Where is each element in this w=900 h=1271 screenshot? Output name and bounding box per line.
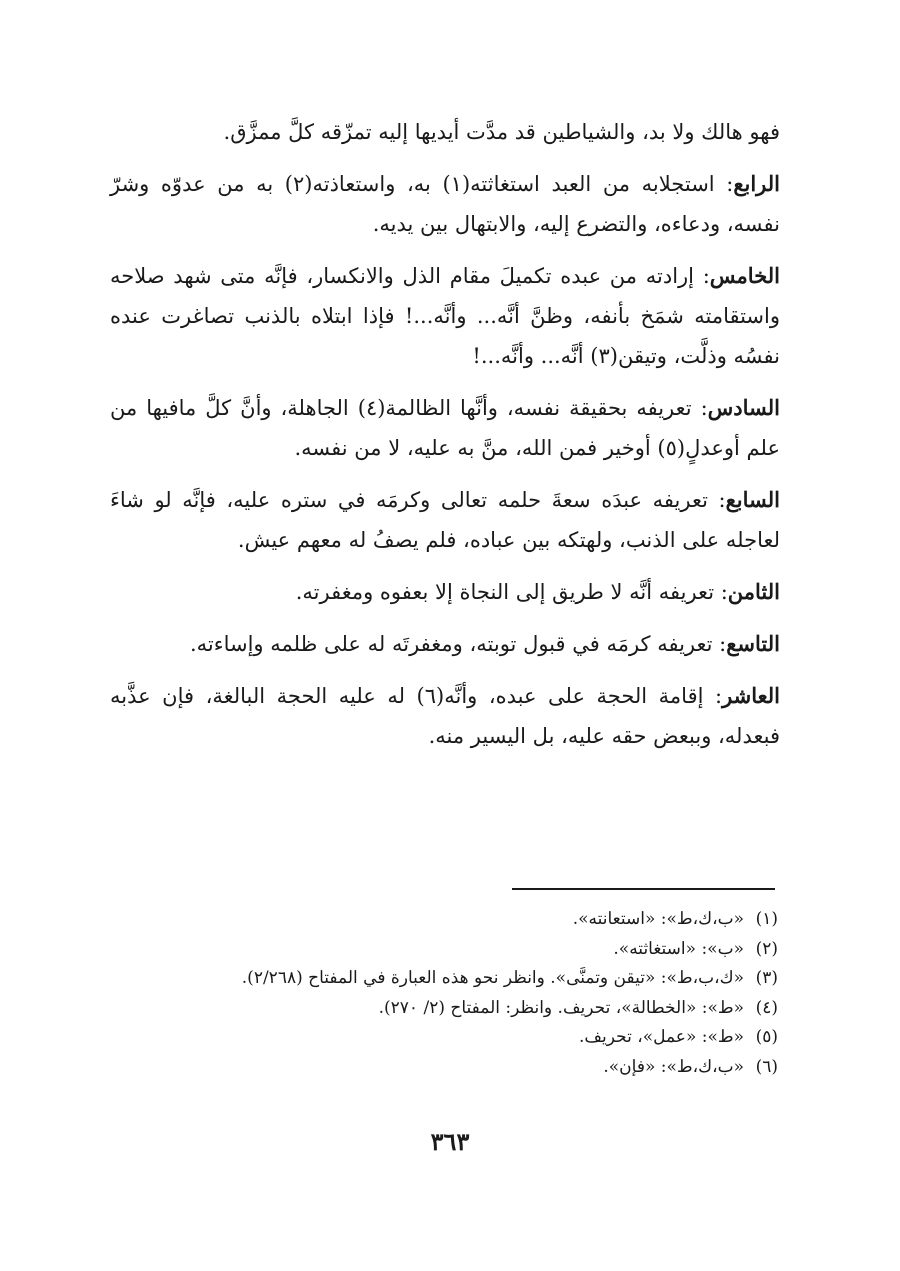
footnote [118,1023,778,1053]
footnote-text: «ك،ب،ط»: «تيقن وتمنَّى». وانظر نحو هذه العبارة في المفتاح (٢/٢٦٨). [241,968,744,988]
footnote-number: (١) [755,909,778,929]
footnote-text: «ب،ك،ط»: «استعانته». [572,909,744,929]
paragraph-text: : استجلابه من العبد استغاثته(١) به، واستعاذته(٢) به من عدوّه وشرّ نفسه، ودعاءه، والتضرع إليه، والابتهال بين يديه. [110,172,780,236]
paragraph [110,112,780,152]
footnote-number: (٢) [755,938,778,959]
footnote-text: «ب،ك،ط»: «فإن». [603,1056,744,1077]
paragraph-lead: التاسع [726,631,780,656]
paragraph-text: : تعريفه كرمَه في قبول توبته، ومغفرتَه له على ظلمه وإساءته. [189,632,727,656]
footnote [118,935,778,965]
paragraph-text: : تعريفه عبدَه سعةَ حلمه تعالى وكرمَه في ستره عليه، فإنَّه لو شاءَ لعاجله على الذنب، ولهتكه بين عباده، فلم يصفُ له معهم عيش. [110,488,780,552]
page-number: ٣٦٣ [430,1127,470,1156]
paragraph-lead: السادس [707,395,781,420]
paragraph-text: : تعريفه بحقيقة نفسه، وأنَّها الظالمة(٤) الجاهلة، وأنَّ كلَّ مافيها من علم أوعدلٍ(٥) أوخير فمن الله، منَّ به عليه، لا من نفسه. [110,396,780,460]
paragraph [110,164,780,244]
footnote-text: «ط»: «عمل»، تحريف. [578,1027,744,1047]
footnote [118,1053,778,1083]
paragraph-lead: الرابع [733,171,780,196]
paragraph [110,676,780,756]
paragraph-lead: الخامس [709,263,780,288]
paragraph-text: : تعريفه أنَّه لا طريق إلى النجاة إلا بعفوه ومغفرته. [295,580,728,604]
footnote-divider [512,888,775,890]
paragraph [110,388,780,468]
paragraph-text: : إرادته من عبده تكميلَ مقام الذل والانكسار، فإنَّه متى شهد صلاحه واستقامته شمَخ بأنفه، وظنَّ أنَّه... وأنَّه...! فإذا ابتلاه بالذنب تصاغرت عنده نفسُه وذلَّت، وتيقن(٣) أنَّه... وأنَّه...! [110,264,780,368]
paragraph-text: فهو هالك ولا بد، والشياطين قد مدَّت أيديها إليه تمزّقه كلَّ ممزَّق. [223,120,780,144]
footnotes [118,905,778,1082]
footnote-number: (٣) [755,968,778,988]
paragraph [110,480,780,560]
paragraph-lead: العاشر [722,683,781,708]
paragraph [110,572,780,612]
paragraph-lead: الثامن [727,579,780,604]
footnote [118,994,778,1024]
paragraph-lead: السابع [725,487,780,512]
main-text [110,112,780,768]
footnote [118,905,778,935]
footnote-number: (٦) [755,1056,778,1077]
footnote-number: (٤) [755,997,778,1018]
paragraph [110,256,780,376]
footnote [118,964,778,994]
footnote-number: (٥) [755,1027,778,1047]
paragraph-text: : إقامة الحجة على عبده، وأنَّه(٦) له عليه الحجة البالغة، فإن عذَّبه فبعدله، وببعض حقه عليه، بل اليسير منه. [110,684,780,748]
footnote-text: «ط»: «الخطالة»، تحريف. وانظر: المفتاح (٢/ ٢٧٠). [378,997,744,1018]
footnote-text: «ب»: «استغاثته». [613,938,744,959]
paragraph [110,624,780,664]
